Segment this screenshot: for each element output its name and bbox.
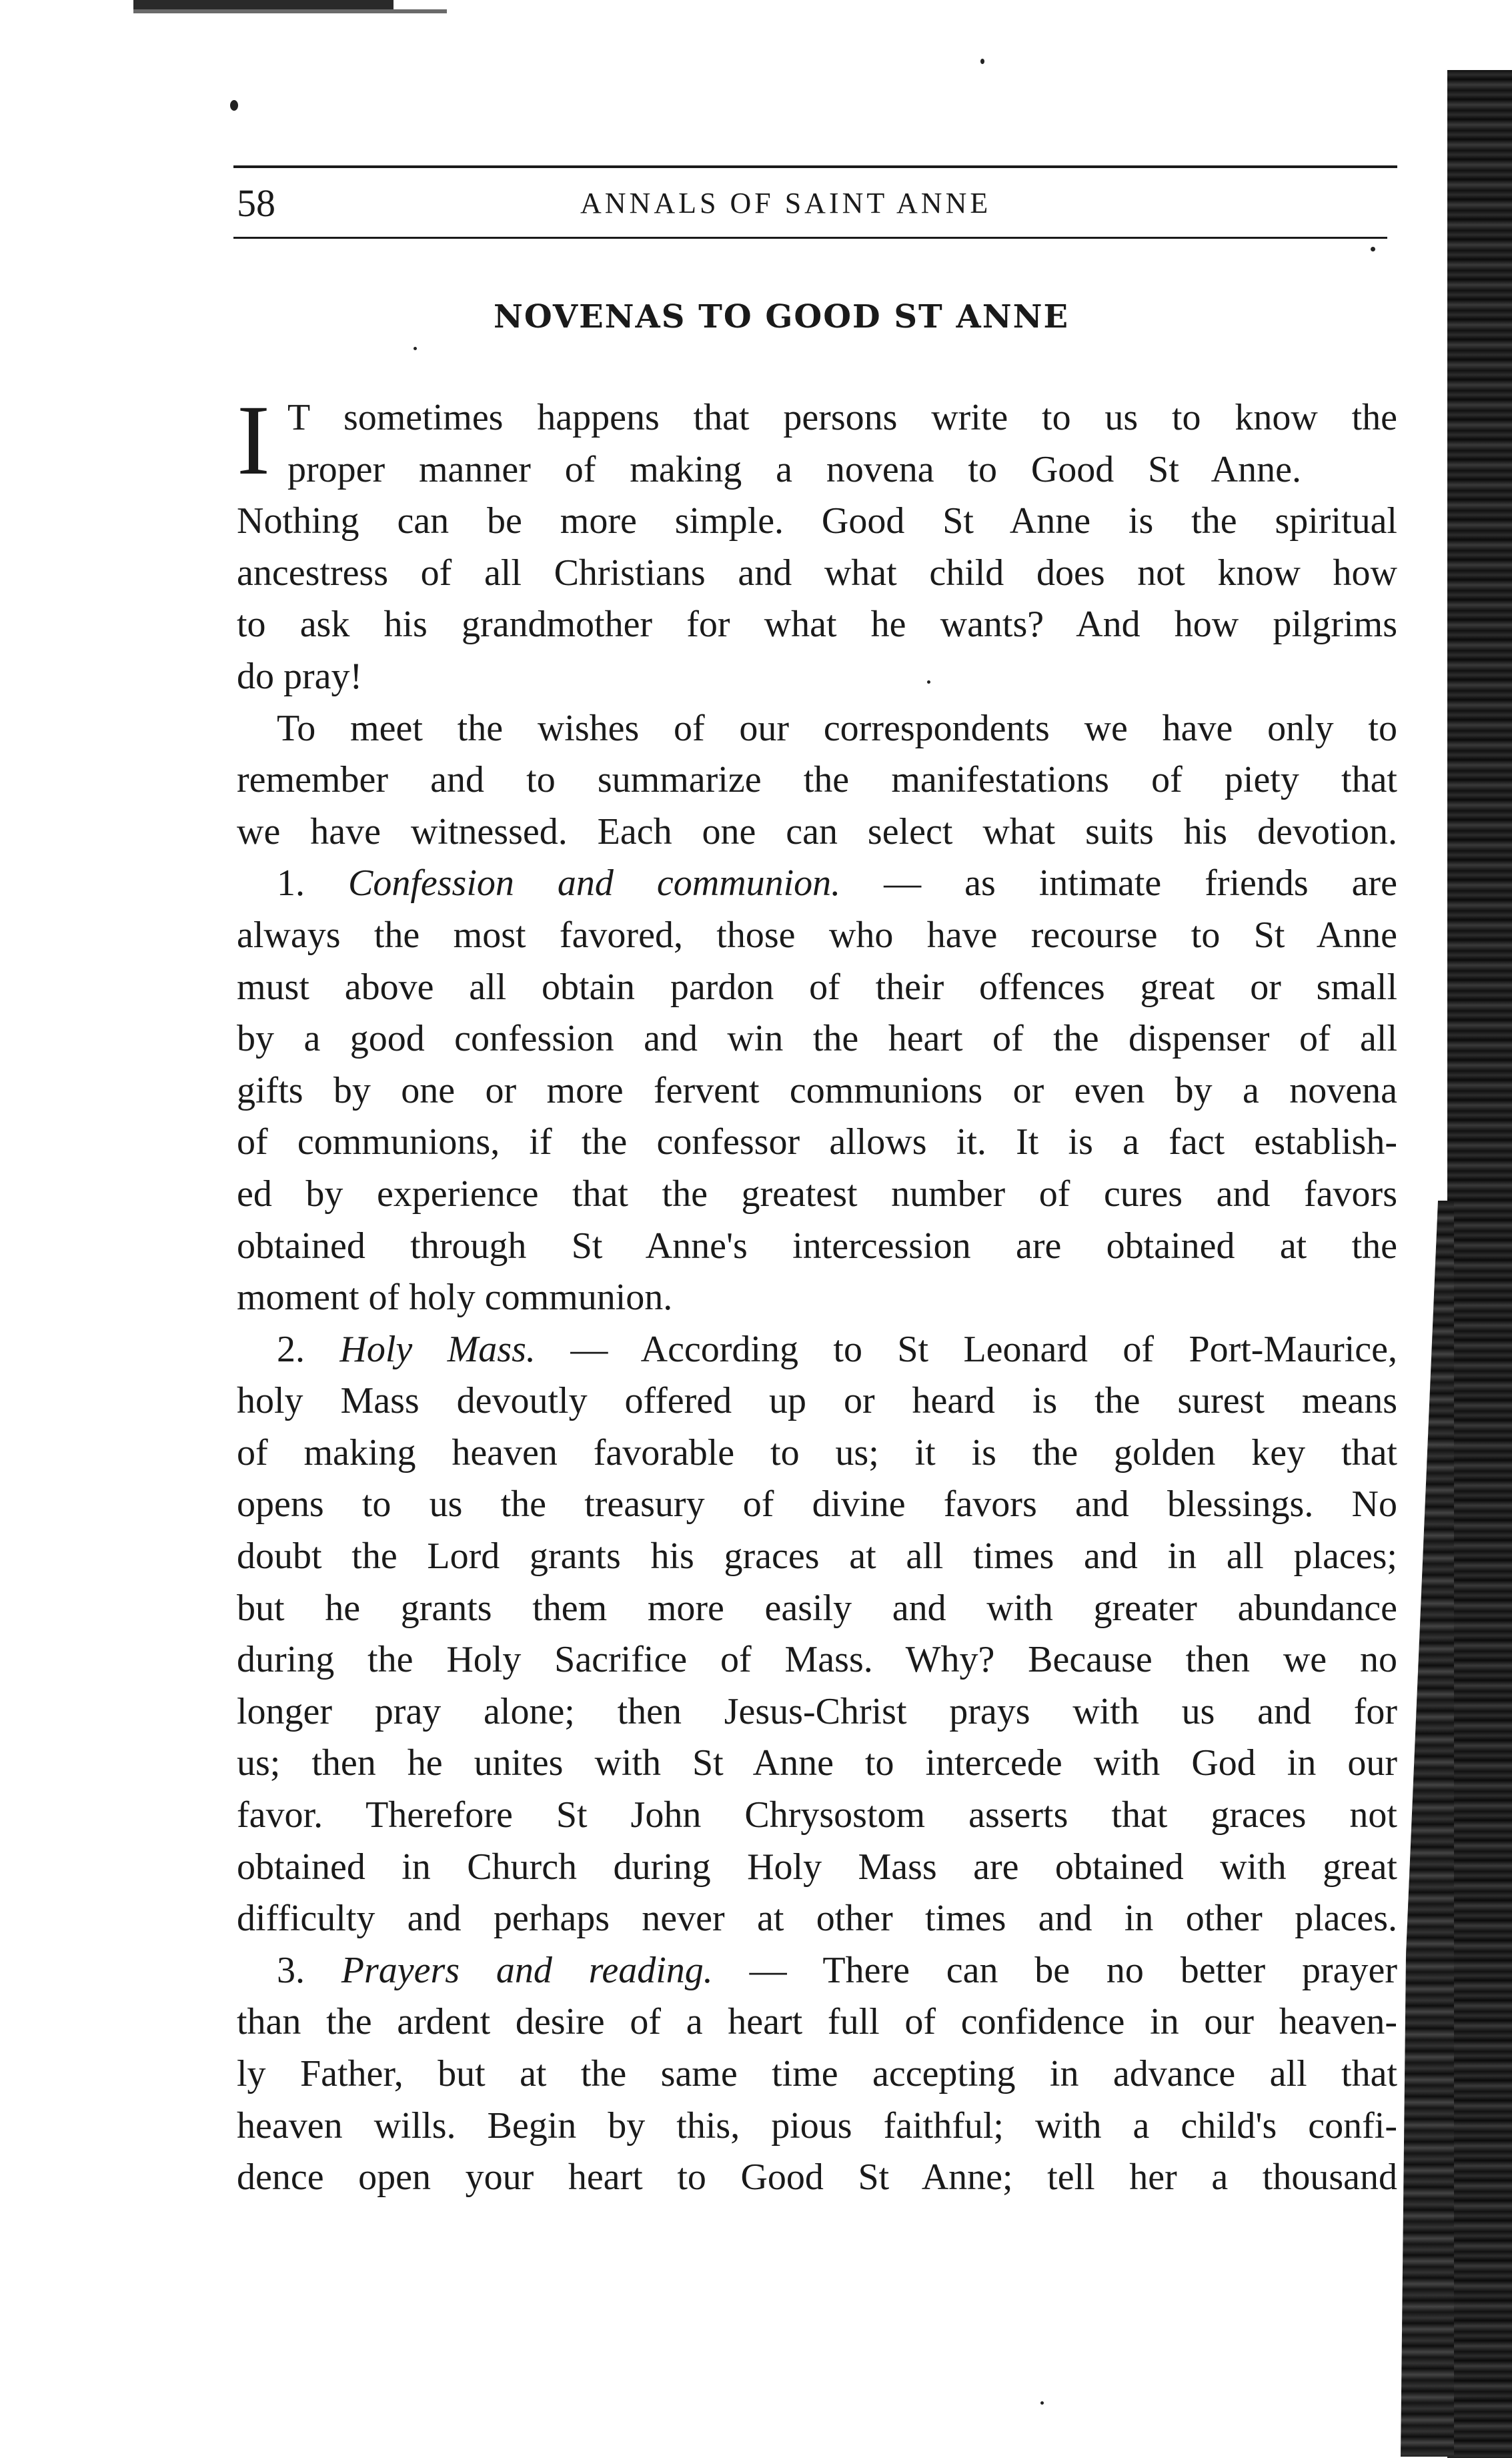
text-line: do pray!	[237, 655, 363, 697]
text-line: than the ardent desire of a heart full of confidence in our heaven-	[237, 2001, 1397, 2043]
text-line: holy Mass devoutly offered up or heard is the surest means	[237, 1380, 1397, 1422]
running-head: ANNALS OF SAINT ANNE	[580, 187, 992, 219]
text-line: must above all obtain pardon of their offences great or small	[237, 966, 1397, 1008]
text-line: proper manner of making a novena to Good St Anne.	[287, 448, 1301, 490]
text-line: ancestress of all Christians and what child does not know how	[237, 552, 1397, 594]
header-rule-top	[233, 165, 1397, 168]
scan-speck	[1040, 2401, 1044, 2405]
text-line: heaven wills. Begin by this, pious faithful; with a child's confi-	[237, 2104, 1397, 2146]
article-body	[237, 385, 1397, 2204]
text-line: ed by experience that the greatest number of cures and favors	[237, 1173, 1397, 1215]
text-line: we have witnessed. Each one can select what suits his devotion.	[237, 810, 1397, 852]
text-line: dence open your heart to Good St Anne; tell her a thousand	[237, 2157, 1397, 2199]
text-line: of communions, if the confessor allows it. It is a fact establish-	[237, 1121, 1397, 1163]
page-number: 58	[237, 181, 275, 225]
text-line: difficulty and perhaps never at other times and in other places.	[237, 1898, 1397, 1940]
page-edge-shadow	[1447, 70, 1512, 2458]
text-line: longer pray alone; then Jesus-Christ prays with us and for	[237, 1690, 1397, 1732]
text-line: of making heaven favorable to us; it is the golden key that	[237, 1431, 1397, 1473]
item-number: 2.	[277, 1328, 305, 1370]
item-heading: Confession and communion.	[347, 862, 841, 904]
text-line-continuation: There can be no better prayer	[822, 1949, 1397, 1991]
text-line: ly Father, but at the same time accepting in advance all that	[237, 2053, 1397, 2094]
scan-speck	[230, 100, 238, 111]
text-line: during the Holy Sacrifice of Mass. Why? Because then we no	[237, 1639, 1397, 1681]
list-item-heading-line	[237, 1324, 1397, 1376]
text-line: us; then he unites with St Anne to intercede with God in our	[237, 1742, 1397, 1784]
list-item-heading-line	[237, 858, 1397, 910]
item-heading: Holy Mass.	[339, 1328, 536, 1370]
item-dash: —	[570, 1328, 608, 1370]
list-item-heading-line	[237, 1945, 1397, 1997]
text-line: obtained in Church during Holy Mass are obtained with great	[237, 1846, 1397, 1888]
text-line: doubt the Lord grants his graces at all times and in all places;	[237, 1535, 1397, 1578]
text-line: favor. Therefore St John Chrysostom asserts that graces not	[237, 1794, 1397, 1836]
scan-artifact-top-faint	[133, 9, 447, 13]
article-title: NOVENAS TO GOOD ST ANNE	[494, 298, 1070, 336]
text-line: opens to us the treasury of divine favors and blessings. No	[237, 1483, 1397, 1525]
scan-speck	[1371, 247, 1375, 251]
scan-speck	[980, 59, 984, 64]
header-rule-bottom	[233, 237, 1387, 239]
text-line: obtained through St Anne's intercession are obtained at the	[237, 1225, 1397, 1267]
page-edge-shadow-lower	[1401, 1201, 1454, 2457]
item-dash: —	[749, 1949, 787, 1991]
text-line: always the most favored, those who have recourse to St Anne	[237, 914, 1397, 956]
scan-artifact-top	[133, 0, 394, 9]
item-dash: —	[884, 862, 922, 904]
text-line: T sometimes happens that persons write to us to know the	[287, 397, 1397, 438]
text-line: Nothing can be more simple. Good St Anne is the spiritual	[237, 500, 1397, 542]
text-line: gifts by one or more fervent communions or even by a novena	[237, 1069, 1397, 1111]
drop-cap: I	[237, 385, 270, 496]
text-line: To meet the wishes of our correspondents we have only to	[277, 707, 1397, 749]
text-line-continuation: According to St Leonard of Port-Maurice,	[640, 1328, 1397, 1370]
item-number: 1.	[277, 862, 305, 904]
text-line-continuation: as intimate friends are	[964, 862, 1397, 904]
scan-speck	[414, 347, 417, 350]
item-number: 3.	[277, 1949, 305, 1991]
text-line: remember and to summarize the manifestations of piety that	[237, 759, 1397, 801]
item-heading: Prayers and reading.	[341, 1949, 713, 1991]
text-line: to ask his grandmother for what he wants? And how pilgrims	[237, 604, 1397, 646]
text-line: moment of holy communion.	[237, 1277, 673, 1319]
text-line: but he grants them more easily and with greater abundance	[237, 1587, 1397, 1629]
text-line: by a good confession and win the heart of the dispenser of all	[237, 1018, 1397, 1060]
